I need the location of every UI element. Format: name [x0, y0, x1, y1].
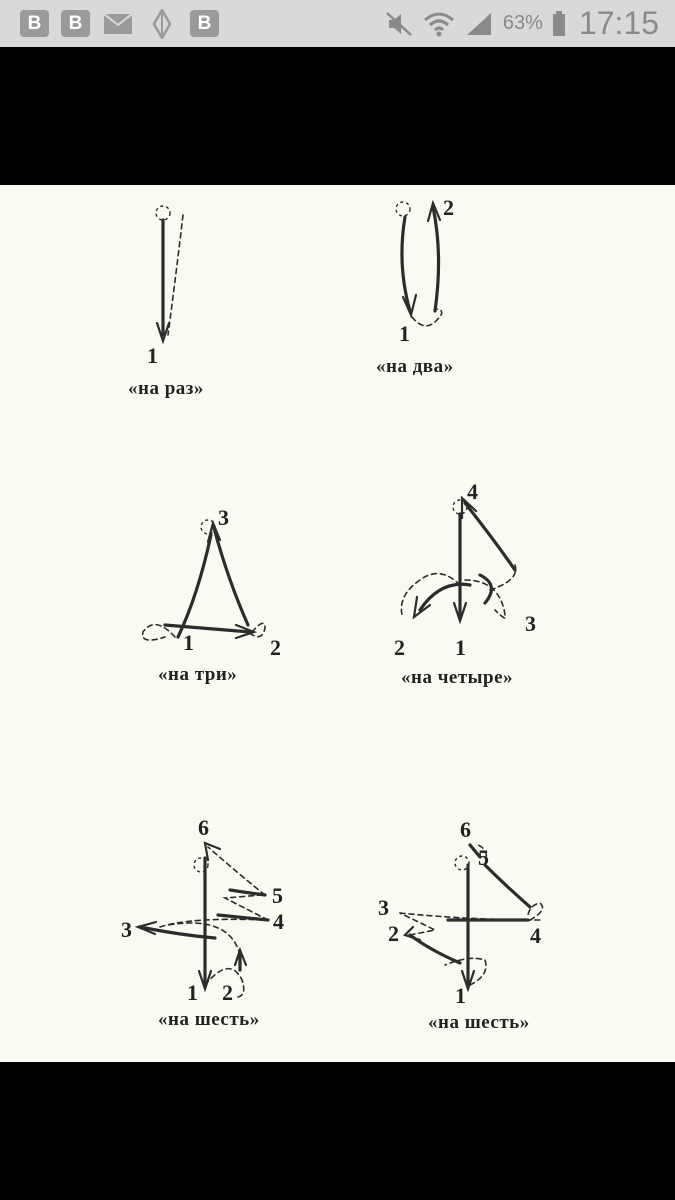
beat-stroke-4	[465, 503, 515, 570]
arrow-head	[405, 927, 420, 940]
vk-notification-icon: В	[190, 10, 219, 37]
beat-stroke-5	[485, 865, 530, 907]
status-bar	[0, 0, 675, 47]
scheme-na-chetyre	[394, 479, 536, 688]
conducting-schemes-diagram	[0, 185, 675, 1062]
beat-number: 2	[394, 635, 405, 660]
scheme-caption: «на два»	[376, 356, 454, 377]
beat-number: 1	[147, 343, 158, 368]
beat-number: 3	[218, 505, 229, 530]
rebound-stroke	[168, 215, 183, 335]
clock: 17:15	[578, 5, 659, 41]
vk-notification-icon: В	[61, 10, 90, 37]
wifi-icon	[423, 9, 455, 39]
beat-number: 4	[530, 923, 541, 948]
beat-number: 4	[467, 479, 478, 504]
beat-number: 1	[399, 321, 410, 346]
rebound-2	[401, 574, 460, 615]
beat-stroke-2	[433, 207, 439, 311]
beat-stroke-1	[178, 535, 211, 637]
rebound-stroke	[412, 309, 442, 326]
battery-icon	[551, 9, 567, 39]
start-point	[156, 206, 170, 220]
rebound-3b	[490, 565, 516, 590]
scheme-na-tri	[143, 505, 281, 685]
beat-number: 2	[222, 980, 233, 1005]
scheme-na-dva	[376, 195, 454, 377]
mail-icon	[102, 9, 134, 39]
beat-number: 4	[273, 909, 284, 934]
diamond-icon	[146, 9, 178, 39]
photo-page[interactable]	[0, 185, 675, 1062]
beat-number: 5	[478, 845, 489, 870]
image-letterbox-top	[0, 47, 675, 185]
scheme-na-shest-2	[378, 817, 542, 1033]
beat-number: 2	[270, 635, 281, 660]
beat-stroke-5	[230, 890, 265, 895]
beat-number: 5	[272, 883, 283, 908]
rebound-5	[208, 847, 265, 895]
beat-number: 2	[388, 921, 399, 946]
beat-number: 6	[198, 815, 209, 840]
scheme-na-shest-1	[121, 815, 284, 1030]
beat-stroke-3	[480, 575, 491, 603]
image-letterbox-bottom	[0, 1062, 675, 1200]
scheme-caption: «на три»	[158, 664, 238, 685]
beat-number: 1	[455, 635, 466, 660]
signal-icon	[463, 9, 495, 39]
beat-number: 3	[378, 895, 389, 920]
beat-number: 1	[187, 980, 198, 1005]
beat-number: 3	[121, 917, 132, 942]
scheme-caption: «на шесть»	[428, 1012, 530, 1033]
scheme-caption: «на шесть»	[158, 1009, 260, 1030]
beat-number: 1	[183, 630, 194, 655]
start-point	[396, 202, 410, 216]
mute-icon	[383, 9, 415, 39]
scheme-caption: «на четыре»	[401, 667, 514, 688]
beat-number: 6	[460, 817, 471, 842]
beat-number: 3	[525, 611, 536, 636]
beat-number: 1	[455, 983, 466, 1008]
beat-stroke-3	[214, 528, 248, 625]
beat-number: 2	[443, 195, 454, 220]
scheme-caption: «на раз»	[128, 378, 204, 399]
battery-percent: 63%	[502, 12, 543, 34]
rebound-3	[160, 919, 265, 927]
scheme-na-raz	[128, 206, 204, 399]
vk-notification-icon: В	[20, 10, 49, 37]
